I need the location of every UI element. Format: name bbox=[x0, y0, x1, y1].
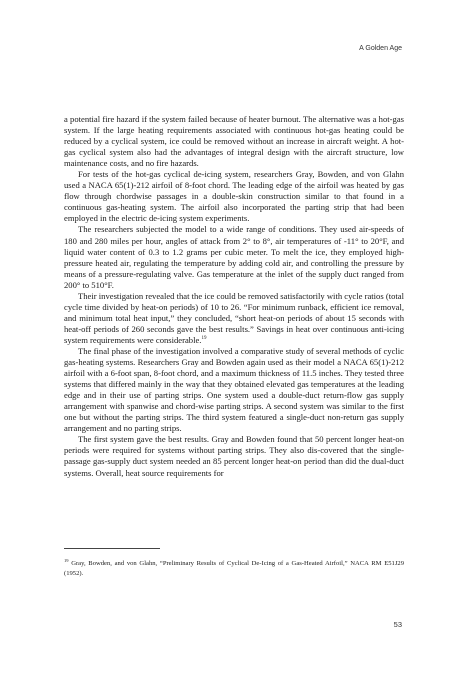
paragraph: The first system gave the best results. Gray and Bowden found that 50 percent longer heat-on periods were required for systems without parting strips. They also dis-covered that the single-passage gas-supply duct system needed an 85 percent longer heat-on period than did the dual-duct systems. Overall, heat source requirements for bbox=[64, 434, 404, 478]
paragraph: For tests of the hot-gas cyclical de-icing system, researchers Gray, Bowden, and von Glahn used a NACA 65(1)-212 airfoil of 8-foot chord. The leading edge of the airfoil was heated by gas flow through chordwise passages in a double-skin construction similar to that found in a continuous gas-heating system. The airfoil also incorporated the parting strip that had been employed in the electric de-icing system experiments. bbox=[64, 169, 404, 224]
body-text bbox=[64, 114, 404, 479]
footnote bbox=[64, 559, 404, 578]
paragraph: a potential fire hazard if the system failed because of heater burnout. The alternative was a hot-gas system. If the large heating requirements associated with continuous hot-gas heating could be reduced by a cyclical system, ice could be removed without an increase in aircraft weight. A hot-gas cyclical system also had the advantages of integral design with the aircraft structure, low maintenance costs, and no fire hazards. bbox=[64, 114, 404, 169]
paragraph bbox=[64, 291, 404, 346]
footnote-text: Gray, Bowden, and von Glahn, “Preliminary Results of Cyclical De-Icing of a Gas-Heated Airfoil,” NACA RM E51J29 (1952). bbox=[64, 560, 404, 577]
footnote-number: 19 bbox=[64, 557, 69, 563]
page-number: 53 bbox=[393, 620, 402, 629]
footnote-reference: 19 bbox=[201, 336, 207, 342]
paragraph: The final phase of the investigation involved a comparative study of several methods of cyclic gas-heating systems. Researchers Gray and Bowden again used as their model a NACA 65(1)-212 airfoil with a 6-foot span, 8-foot chord, and a maximum thickness of 11.5 inches. They tested three systems that differed mainly in the way that they obtained elevated gas temperatures at the leading edge and in their use of parting strips. One system used a double-duct return-flow gas supply arrangement with spanwise and chord-wise parting strips. A second system was similar to the first one but without the parting strips. The third system featured a single-duct non-return gas supply arrangement and no parting strips. bbox=[64, 345, 404, 434]
running-head: A Golden Age bbox=[359, 45, 402, 52]
paragraph-text: Their investigation revealed that the ice could be removed satisfactorily with cycle ratios (total cycle time divided by heat-on periods) of 10 to 26. “For minimum runback, efficient ice removal, and minimum total heat input,” they concluded, “short heat-on periods of about 15 seconds with heat-off periods of 260 seconds gave the best results.” Savings in heat over continuous anti-icing system requirements were considerable. bbox=[64, 290, 404, 345]
footnote-divider bbox=[64, 548, 160, 549]
paragraph: The researchers subjected the model to a wide range of conditions. They used air-speeds of 180 and 280 miles per hour, angles of attack from 2° to 8°, air temperatures of -11° to 20°F, and liquid water content of 0.3 to 1.2 grams per cubic meter. To melt the ice, they employed high-pressure heated air, regulating the temperature by adding cold air, and controlling the pressure by means of a pressure-regulating valve. Gas temperature at the inlet of the supply duct ranged from 200° to 510°F. bbox=[64, 224, 404, 290]
